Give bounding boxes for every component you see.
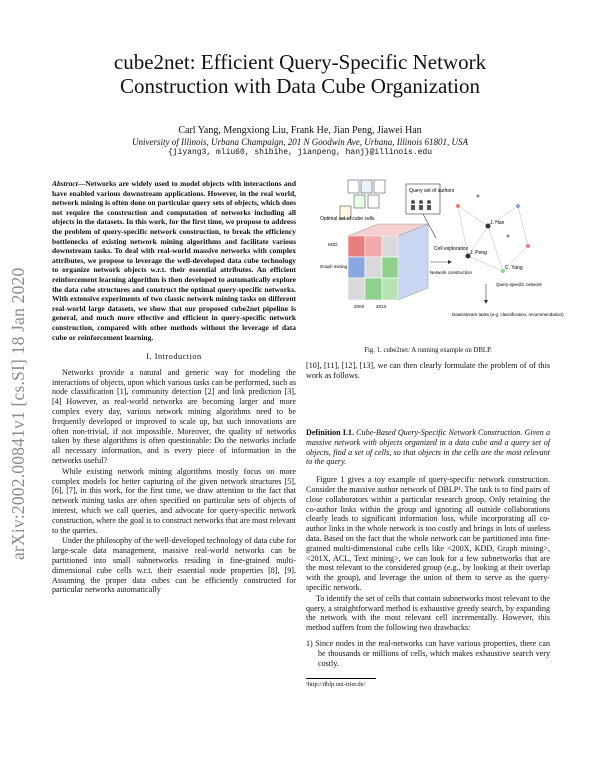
intro-paragraph-1: Networks provide a natural and generic way for modeling the interactions of objects, upon which various tasks can be performed, such as node classification [1], community detection [2] and link prediction [3], [4] However, as real-world networks are becoming larger and more complex every day, various network mining algorithms need to be frequently developed or improved to scale up, but such innovations are often non-trivial, if not impossible. Moreover, the quality of networks taken by these algorithms is often questionable: Do the networks include all necessary information, and is every piece of information in the networks useful?	[52, 367, 296, 466]
intro-paragraph-3: Under the philosophy of the well-developed technology of data cube for large-scale data management, massive real-world networks can be partitioned into small subnetworks residing in fine-grained multi-dimensional cube cells w.r.t. their essential node properties [8], [9]. Assuming the proper data cubes can be efficiently constructed for particular networks automatically	[52, 536, 296, 595]
left-column	[52, 179, 296, 596]
right-paragraph-1: Figure 1 gives a toy example of query-specific network construction. Consider the massive author network of DBLP¹. The task is to find pairs of close collaborators within a particular research group. Only retaining the co-author links within the group and ignoring all outside collaborations clearly leads to significant information loss, while incorporating all co-author links in the whole network is too costly and brings in lots of useless data. Based on the fact that the whole network can be partitioned into fine-grained multi-dimensional cube cells like <200X, KDD, Graph mining>, <201X, ACL, Text mining>, we can look for a few subnetworks that are the most relevant to the considered group (e.g., by looking at their overlap with the group), and leverage the union of them to serve as the query-specific network.	[306, 475, 550, 592]
intro-paragraph-2: While existing network mining algorithms mostly focus on more complex models for better capturing of the given network structures [5], [6], [7], in this work, for the first time, we draw attention to the fact that network mining tasks are often specified on particular sets of objects of interest, which we call queries, and advocate for query-specific network construction, where the goal is to construct networks that are most relevant to the queries.	[52, 466, 296, 535]
drawback-item-1: 1) Since nodes in the real-networks can have various properties, there can be thousands or millions of cells, which makes exhaustive search very costly.	[306, 638, 550, 668]
cell-exploration-label: Cell exploration	[434, 246, 469, 252]
footnote-rule	[306, 678, 376, 679]
graph-mining-label: Graph mining	[320, 264, 348, 269]
query-specific-network	[458, 206, 528, 271]
figure-1	[318, 176, 564, 344]
figure-1-caption: Fig. 1. cube2net: A running example on DBLP.	[364, 347, 492, 354]
kdd-label: KDD	[328, 242, 338, 247]
footnote: ¹http://dblp.uni-trier.de/	[306, 681, 366, 689]
definition-1	[306, 428, 550, 467]
author-label-yang: C. Yang	[505, 265, 523, 271]
year-label-2: 201X	[376, 304, 387, 309]
abstract-label: Abstract	[52, 179, 78, 188]
authors: Carl Yang, Mengxiong Liu, Frank He, Jian Peng, Jiawei Han	[178, 125, 422, 136]
emails: {jiyang3, mliu60, shibihe, jianpeng, hanj}@illinois.edu	[167, 148, 433, 157]
affiliation: University of Illinois, Urbana Champaign, 201 N Goodwin Ave, Urbana, Illinois 61801, USA	[131, 137, 469, 147]
network-construction-label: Network construction	[430, 270, 473, 275]
figure-1-diagram	[318, 176, 564, 344]
year-label-1: 200X	[354, 304, 365, 309]
section-heading-intro: I. Introduction	[146, 352, 202, 362]
definition-text: Cube-Based Query-Specific Network Construction. Given a massive network with objects organized in a data cube and a query set of objects, find a set of cells, so that objects in the cells are the most relevant to the query.	[306, 428, 550, 467]
continuation-paragraph: [10], [11], [12], [13], we can then clearly formulate the problem of of this work as follows.	[306, 361, 550, 380]
author-label-peng: J. Peng	[470, 250, 487, 256]
network-nodes	[456, 195, 530, 274]
arxiv-stamp: arXiv:2002.00841v1 [cs.SI] 18 Jan 2020	[8, 267, 28, 560]
paper-title: cube2net: Efficient Query-Specific Network Construction with Data Cube Organization	[113, 50, 487, 98]
optimal-cells-label: Optimal set of cube cells	[320, 216, 375, 222]
abstract-text: —Networks are widely used to model objects with interactions and have enabled various downstream applications. However, in the real world, network mining is often done on particular query sets of objects, which does not require the construction and computation of networks including all objects in the datasets. In this work, for the first time, we propose to address the problem of query-specific network construction, to break the efficiency bottlenecks of existing network mining algorithms and facilitate various downstream tasks. To deal with real-world massive networks with complex attributes, we propose to leverage the well-developed data cube technology to organize network objects w.r.t. their essential attributes. An efficient reinforcement learning algorithm is then developed to automatically explore the data cube structures and construct the optimal query-specific networks. With extensive experiments of two classic network mining tasks on different real-world large datasets, we show that our proposed cube2net pipeline is general, and much more effective and efficient in query-specific network construction, compared with other methods without the leverage of data cube or reinforcement learning.	[52, 179, 296, 342]
query-set-label: Query set of authors	[409, 188, 455, 194]
right-paragraph-2: To identify the set of cells that contain subnetworks most relevant to the query, a straightforward method is exhaustive greedy search, by expanding the network with the most relevant cell incrementally. However, this method suffers from the following two drawbacks:	[306, 593, 550, 633]
flow-arrows	[423, 214, 488, 304]
document-stack-icon	[340, 180, 385, 219]
data-cube	[348, 224, 428, 300]
author-label-han: J. Han	[490, 220, 505, 226]
right-column-continuation	[306, 361, 550, 381]
downstream-label: Downstream tasks (e.g. classification, recommendation)	[452, 312, 564, 317]
abstract	[52, 179, 296, 342]
query-specific-label: Query-specific network	[496, 282, 542, 287]
right-column	[306, 420, 550, 689]
definition-label: Definition I.1.	[306, 428, 354, 437]
author-person-icons	[411, 200, 431, 210]
